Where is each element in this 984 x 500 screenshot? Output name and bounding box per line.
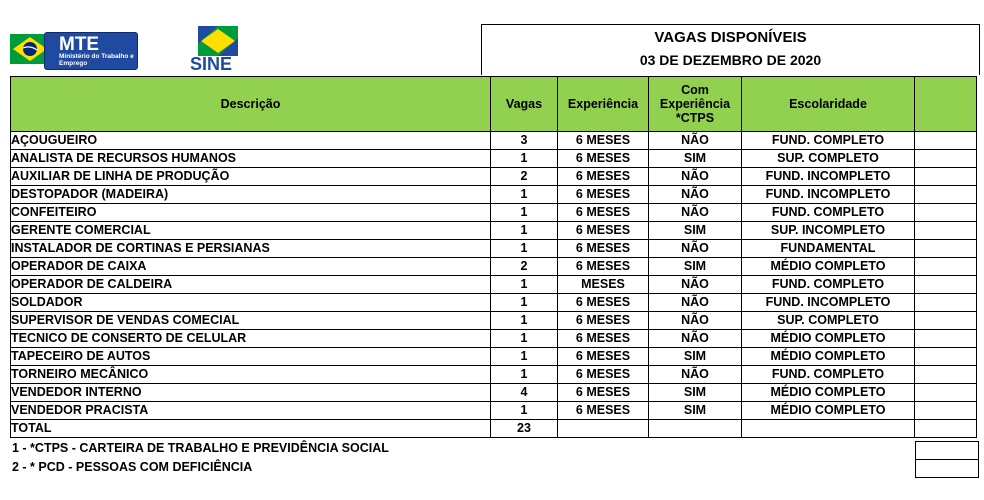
table-row [11,276,977,294]
total-empty-cell [558,420,649,438]
cell-descricao: TORNEIRO MECÂNICO [11,366,491,384]
cell-experiencia: 6 MESES [558,132,649,150]
total-empty-cell [915,420,977,438]
cell-vagas: 1 [491,222,558,240]
cell-ctps: NÃO [649,204,742,222]
cell-experiencia: 6 MESES [558,330,649,348]
cell-extra [915,150,977,168]
cell-descricao: TECNICO DE CONSERTO DE CELULAR [11,330,491,348]
col-com-experiencia: Com Experiência *CTPS [649,77,742,132]
table-row [11,366,977,384]
table-row [11,384,977,402]
cell-ctps: SIM [649,150,742,168]
sine-title: SINE [190,54,233,74]
cell-experiencia: 6 MESES [558,258,649,276]
cell-extra [915,330,977,348]
cell-descricao: DESTOPADOR (MADEIRA) [11,186,491,204]
cell-ctps: NÃO [649,366,742,384]
mte-label-box [44,32,138,70]
cell-descricao: SOLDADOR [11,294,491,312]
cell-vagas: 2 [491,168,558,186]
footnote-box-1 [915,441,979,460]
cell-escolaridade: MÉDIO COMPLETO [742,330,915,348]
col-vagas: Vagas [491,77,558,132]
cell-vagas: 1 [491,150,558,168]
table-row [11,168,977,186]
cell-extra [915,240,977,258]
cell-vagas: 1 [491,312,558,330]
cell-escolaridade: MÉDIO COMPLETO [742,384,915,402]
cell-descricao: AUXILIAR DE LINHA DE PRODUÇÃO [11,168,491,186]
cell-extra [915,348,977,366]
cell-ctps: SIM [649,258,742,276]
cell-vagas: 1 [491,186,558,204]
cell-escolaridade: FUNDAMENTAL [742,240,915,258]
cell-escolaridade: FUND. INCOMPLETO [742,186,915,204]
cell-escolaridade: SUP. COMPLETO [742,150,915,168]
table-row [11,132,977,150]
cell-escolaridade: FUND. COMPLETO [742,204,915,222]
cell-experiencia: 6 MESES [558,384,649,402]
page-title: VAGAS DISPONÍVEIS [654,29,807,46]
table-row [11,312,977,330]
total-label: TOTAL [11,420,491,438]
cell-vagas: 2 [491,258,558,276]
footnote-box-2 [915,459,979,478]
table-row [11,150,977,168]
cell-descricao: OPERADOR DE CAIXA [11,258,491,276]
cell-extra [915,132,977,150]
cell-ctps: SIM [649,222,742,240]
cell-vagas: 1 [491,330,558,348]
cell-vagas: 1 [491,348,558,366]
cell-experiencia: MESES [558,276,649,294]
cell-descricao: OPERADOR DE CALDEIRA [11,276,491,294]
cell-vagas: 1 [491,204,558,222]
cell-extra [915,204,977,222]
sine-logo [190,26,250,76]
table-row [11,222,977,240]
total-row [11,420,977,438]
cell-escolaridade: MÉDIO COMPLETO [742,402,915,420]
cell-ctps: NÃO [649,240,742,258]
cell-descricao: VENDEDOR INTERNO [11,384,491,402]
cell-vagas: 1 [491,276,558,294]
cell-ctps: NÃO [649,168,742,186]
cell-escolaridade: FUND. INCOMPLETO [742,294,915,312]
cell-escolaridade: SUP. INCOMPLETO [742,222,915,240]
table-row [11,348,977,366]
cell-extra [915,186,977,204]
cell-extra [915,168,977,186]
cell-escolaridade: MÉDIO COMPLETO [742,258,915,276]
table-row [11,294,977,312]
cell-descricao: GERENTE COMERCIAL [11,222,491,240]
footnote-pcd: 2 - * PCD - PESSOAS COM DEFICIÊNCIA [12,460,253,474]
col-extra [915,77,977,132]
cell-descricao: SUPERVISOR DE VENDAS COMECIAL [11,312,491,330]
cell-descricao: INSTALADOR DE CORTINAS E PERSIANAS [11,240,491,258]
cell-extra [915,294,977,312]
cell-vagas: 4 [491,384,558,402]
cell-experiencia: 6 MESES [558,402,649,420]
col-experiencia: Experiência [558,77,649,132]
cell-ctps: NÃO [649,132,742,150]
cell-ctps: NÃO [649,294,742,312]
cell-ctps: NÃO [649,330,742,348]
cell-ctps: SIM [649,402,742,420]
cell-descricao: CONFEITEIRO [11,204,491,222]
cell-experiencia: 6 MESES [558,168,649,186]
vacancies-table [10,76,977,438]
cell-experiencia: 6 MESES [558,222,649,240]
cell-ctps: SIM [649,348,742,366]
cell-ctps: NÃO [649,312,742,330]
cell-descricao: TAPECEIRO DE AUTOS [11,348,491,366]
cell-ctps: SIM [649,384,742,402]
col-escolaridade: Escolaridade [742,77,915,132]
cell-vagas: 1 [491,294,558,312]
cell-experiencia: 6 MESES [558,294,649,312]
total-empty-cell [742,420,915,438]
cell-experiencia: 6 MESES [558,186,649,204]
cell-extra [915,276,977,294]
logos [10,26,480,76]
cell-experiencia: 6 MESES [558,240,649,258]
table-row [11,204,977,222]
table-header-row [11,77,977,132]
cell-escolaridade: FUND. INCOMPLETO [742,168,915,186]
cell-extra [915,258,977,276]
total-value: 23 [491,420,558,438]
cell-experiencia: 6 MESES [558,150,649,168]
page-date: 03 DE DEZEMBRO DE 2020 [639,52,822,68]
table-row [11,330,977,348]
cell-descricao: AÇOUGUEIRO [11,132,491,150]
total-empty-cell [649,420,742,438]
table-row [11,402,977,420]
cell-experiencia: 6 MESES [558,312,649,330]
cell-vagas: 1 [491,240,558,258]
cell-descricao: VENDEDOR PRACISTA [11,402,491,420]
cell-escolaridade: FUND. COMPLETO [742,366,915,384]
cell-experiencia: 6 MESES [558,366,649,384]
cell-escolaridade: FUND. COMPLETO [742,276,915,294]
title-box [481,24,980,75]
cell-escolaridade: MÉDIO COMPLETO [742,348,915,366]
mte-subtitle: Ministério do Trabalho e Emprego [59,53,134,67]
cell-escolaridade: SUP. COMPLETO [742,312,915,330]
cell-extra [915,222,977,240]
table-row [11,240,977,258]
cell-extra [915,312,977,330]
table-row [11,186,977,204]
cell-ctps: NÃO [649,276,742,294]
mte-logo [10,30,138,70]
cell-extra [915,402,977,420]
cell-vagas: 3 [491,132,558,150]
cell-experiencia: 6 MESES [558,348,649,366]
mte-title: MTE [59,34,100,55]
cell-extra [915,384,977,402]
cell-ctps: NÃO [649,186,742,204]
cell-extra [915,366,977,384]
cell-experiencia: 6 MESES [558,204,649,222]
col-descricao: Descrição [11,77,491,132]
footnote-ctps: 1 - *CTPS - CARTEIRA DE TRABALHO E PREVIDÊNCIA SOCIAL [12,441,389,455]
cell-escolaridade: FUND. COMPLETO [742,132,915,150]
cell-vagas: 1 [491,366,558,384]
table-row [11,258,977,276]
cell-descricao: ANALISTA DE RECURSOS HUMANOS [11,150,491,168]
cell-vagas: 1 [491,402,558,420]
sine-flag-icon [198,26,238,56]
